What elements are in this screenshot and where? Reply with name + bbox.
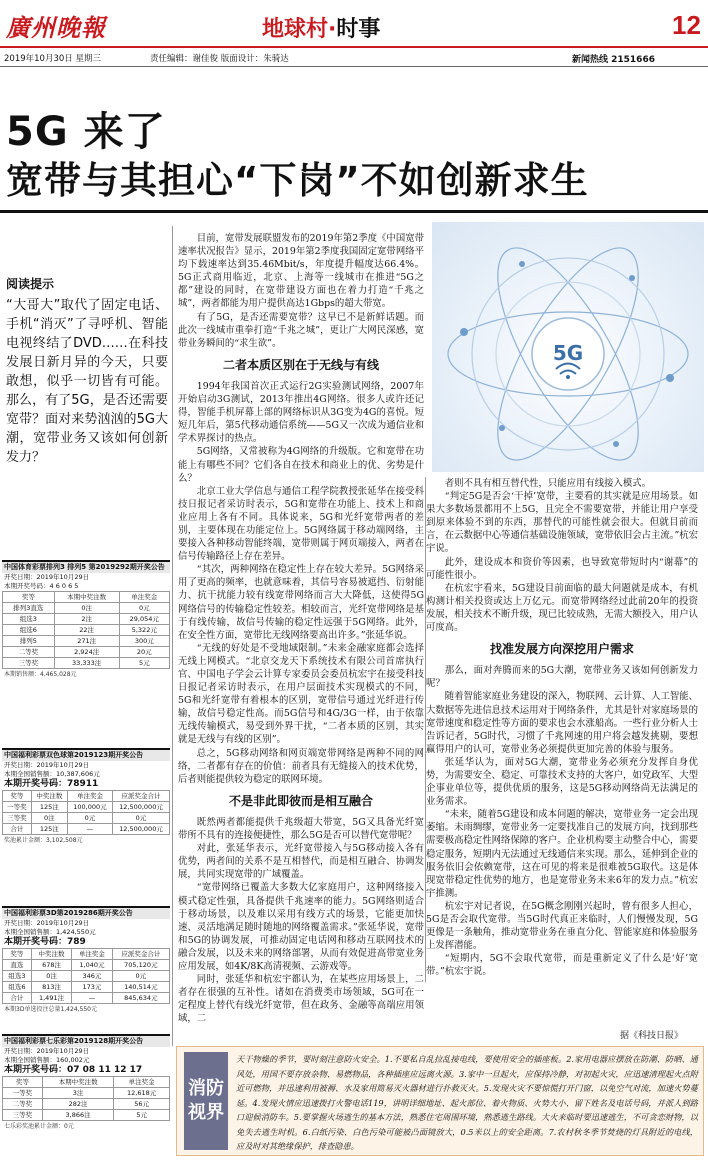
lottery-table-cell: 0注 — [31, 813, 67, 824]
lottery-winning-numbers: 本期开奖号码：789 — [4, 937, 86, 947]
lottery-table-header: 中奖注数 — [31, 791, 67, 802]
paragraph: 者则不具有相互替代性，只能应用有线接入模式。 — [444, 478, 652, 489]
lottery-table-cell: 0元 — [112, 971, 169, 982]
lottery-table-cell: 282注 — [42, 1099, 114, 1110]
paragraph: “其次，两种网络在稳定性上存在较大差异。5G网络采用了更高的频率，也就意味着，其信号容易被遮挡、衍射能力、抗干扰能力较有线宽带网络而言大大降低，这使得5G网络信号的传输稳定性较差。相较而言，光纤宽带网络是基于有线传输，故信号传输的稳定性远强于5G网络。此外，在安全性方面，宽带比无线网络要高出许多。”张延华说。 — [178, 564, 424, 641]
paragraph: 对此，张延华表示，光纤宽带接入与5G移动接入各有优势，两者间的关系不是互相替代，而是相互融合、协调发展，共同实现宽带的广域覆盖。 — [178, 843, 424, 881]
lottery-footnote: 奖池累计金额：3,102,508元 — [4, 837, 83, 844]
lottery-box-2 — [2, 748, 170, 898]
lottery-box-4 — [2, 1034, 170, 1158]
paragraph: 5G网络，又常被称为4G网络的升级版。它和宽带在功能上有哪些不同？它们各自在技术和商业上的优、劣势是什么？ — [178, 446, 424, 484]
paragraph: 1994年我国首次正式运行2G实验测试网络，2007年开始启动3G测试，2013年推出4G网络。很多人或许还记得，智能手机屏幕上部的网络标识从3G变为4G的喜悦。短短几年后，第5代移动通信系统——5G又一次成为通信业和学术界探讨的热点。 — [178, 380, 424, 445]
lottery-table-cell: 0元 — [119, 603, 169, 614]
lottery-table-cell: 125注 — [31, 824, 67, 835]
lottery-table-cell: 56元 — [114, 1099, 170, 1110]
lottery-table-cell: 33,333注 — [54, 658, 119, 669]
article-source: 据《科技日报》 — [620, 1031, 684, 1041]
lottery-table-row — [3, 1088, 170, 1099]
lottery-table-cell: 三等奖 — [3, 658, 55, 669]
lottery-table-cell: 三等奖 — [3, 1110, 43, 1121]
lottery-table-cell: 173元 — [72, 982, 112, 993]
lottery-table-cell: — — [72, 993, 112, 1004]
section-title — [262, 12, 380, 46]
lottery-table-cell: 5,322元 — [119, 625, 169, 636]
lottery-table-row — [3, 603, 170, 614]
lottery-table-cell: 845,634元 — [112, 993, 169, 1004]
lottery-table-cell: 二等奖 — [3, 647, 55, 658]
lottery-title: 中国福利彩票双色球第2019123期开奖公告 — [2, 750, 170, 761]
paragraph: “未来，随着5G建设和成本问题的解决，宽带业务一定会出现萎缩。未雨绸缪，宽带业务一定要找准自己的发展方向，找到那些需要极高稳定性网络保障的客户。企业机构要主动整合中心，需要稳定服务，短期内无法通过无线通信来实现。那么，延伸到企业的服务依旧会依赖宽带，这在可见的将来是很难被5G取代。这是体现宽带稳定性优势的地方，也是宽带业务未来6年的发力点。”杭宏宇推测。 — [426, 809, 698, 899]
lottery-table-cell: — — [67, 824, 112, 835]
lottery-table — [2, 948, 170, 1004]
lottery-info-line: 开奖日期：2019年10月29日 — [4, 761, 90, 769]
lottery-table-cell: 组选6 — [3, 982, 32, 993]
lottery-table-row — [3, 813, 170, 824]
paragraph: “判定5G是否会‘干掉’宽带，主要看的其实就是应用场景。如果大多数场景都用不上5G，且完全不需要宽带，并能让用户享受到原来体验不到的东西，那替代的可能性就会很大。但就目前而言，在云数据中心等通信基础设施领域，宽带依旧会占主流。”杭宏宇说。 — [426, 491, 698, 555]
fire-label-a: 消防 — [188, 1078, 224, 1099]
lottery-table-cell: 3,866注 — [42, 1110, 114, 1121]
lottery-table-cell: 排列3直选 — [3, 603, 55, 614]
lottery-table-row — [3, 982, 170, 993]
lottery-table-cell: 直选 — [3, 960, 32, 971]
news-hotline: 新闻热线 2151666 — [572, 55, 655, 65]
lottery-winning-numbers: 本期开奖号码：78911 — [4, 779, 99, 789]
lottery-table-cell: 271注 — [54, 636, 119, 647]
lottery-title: 中国福利彩票七乐彩第2019128期开奖公告 — [2, 1036, 170, 1047]
paragraph: 随着智能家庭业务建设的深入，物联网、云计算、人工智能、大数据等先进信息技术运用对于网络条件，尤其是针对家庭场景的宽带速度和稳定性等方面的要求也会水涨船高。一些行业分析人士告诉记者，5G时代，习惯了千兆网速的用户将会越发挑剔，要想赢得用户的认可，宽带业务必须提供更加完善的体验与服务。 — [426, 691, 698, 755]
lottery-info-line: 开奖日期：2019年10月29日 — [4, 1047, 90, 1055]
paragraph: 杭宏宇对记者说，在5G概念刚刚兴起时，曾有很多人担心，5G是否会取代宽带。当5G时代真正来临时，人们慢慢发现，5G更像是一条触角，推动宽带业务在垂直分化、智能家庭和体验服务上发挥潜能。 — [426, 900, 698, 952]
lottery-table-cell: 12,618元 — [114, 1088, 170, 1099]
lottery-table-cell: 5元 — [114, 1110, 170, 1121]
subheading: 二者本质区别在于无线与有线 — [222, 357, 379, 372]
lottery-table-header: 应派奖金合计 — [112, 949, 169, 960]
5g-illustration — [432, 222, 704, 472]
lottery-table-cell: 合计 — [3, 993, 32, 1004]
lottery-table-header: 奖等 — [3, 949, 32, 960]
lottery-table-cell: 100,000元 — [67, 802, 112, 813]
lottery-table-cell: 0元 — [67, 813, 112, 824]
lottery-table-cell: 705,120元 — [112, 960, 169, 971]
lottery-table-cell: 140,514元 — [112, 982, 169, 993]
lottery-footnote: 本期3D单选投注总量1,424,550元 — [4, 1006, 97, 1013]
lottery-footnote: 本期销售额：4,465,028元 — [4, 671, 77, 678]
fire-safety-label — [184, 1052, 228, 1150]
lottery-table-cell: 29,054元 — [119, 614, 169, 625]
lottery-table-row — [3, 647, 170, 658]
paragraph: 总之，5G移动网络和网页端宽带网络是两种不同的网络，二者都有存在的价值：前者具有无缝接入的技术优势，后者则能提供较为稳定的联网环境。 — [178, 747, 424, 785]
masthead-logo: 廣州晚報 — [6, 13, 106, 42]
subheading: 找准发展方向深挖用户需求 — [489, 642, 634, 657]
lottery-table-row — [3, 614, 170, 625]
lottery-table-cell: 346元 — [72, 971, 112, 982]
paragraph: “短期内，5G不会取代宽带，而是重新定义了什么是‘好’宽带。”杭宏宇说。 — [426, 953, 698, 978]
lottery-table-cell: 813注 — [31, 982, 71, 993]
paragraph: “无线的好处是不受地域限制。”未来金融家庭都会选择无线上网模式。“北京交龙天下系统技术有限公司首席执行官、中国电子学会云计算专家委员会委员杭宏宇在接受科技日报记者采访时表示，在用户层面技术实现模式的不同，5G和光纤宽带有着根本的区别，宽带信号通过光纤进行传输，故信号稳定性高。而5G信号和4G/3G一样，由于依靠无线传输模式，易受到外界干扰，“二者本质的区别，其实就是无线与有线的区别”。 — [178, 642, 424, 746]
lottery-table-header: 奖等 — [3, 791, 32, 802]
paragraph: 目前，宽带发展联盟发布的2019年第2季度《中国宽带速率状况报告》显示，2019年第2季度我国固定宽带网络平均下载速率达到35.46Mbit/s，年度提升幅度达66.4%。5G正式商用临近，北京、上海等一线城市在推进“5G之都”建设的同时，在宽带建设方面也在着力打造“千兆之城”，两者都能为用户提供高达1Gbps的超大带宽。 — [178, 233, 424, 310]
lottery-footnote: 七乐彩奖池累计金额：0元 — [4, 1123, 74, 1130]
lottery-info-line: 本期开奖号码：4 6 0 6 5 — [4, 582, 79, 590]
lottery-table-row — [3, 824, 170, 835]
dateline: 2019年10月30日 星期三 — [4, 54, 101, 64]
lottery-table-header: 本期中奖注数 — [54, 592, 119, 603]
lottery-table-row — [3, 802, 170, 813]
lottery-table-cell: 300元 — [119, 636, 169, 647]
paragraph: 张延华认为，面对5G大潮，宽带业务必须充分发挥自身优势，为需要安全、稳定、可靠技术支持的大客户，如党政军、大型企事业单位等，提供优质的服务，这是5G移动网络尚无法满足的业务需求。 — [426, 756, 698, 808]
headline-rule — [0, 210, 708, 213]
lottery-table-row — [3, 636, 170, 647]
lottery-table-cell: 20元 — [119, 647, 169, 658]
editors-credit: 责任编辑：谢佳俊 版面设计：朱骑达 — [150, 54, 289, 64]
lottery-table-cell: 0注 — [54, 603, 119, 614]
section-title-a: 地球村· — [262, 17, 337, 42]
lottery-table-cell: 0注 — [31, 971, 71, 982]
lottery-box-3 — [2, 906, 170, 1026]
lottery-table-cell: 二等奖 — [3, 1099, 43, 1110]
lottery-table-header: 单注奖金 — [114, 1077, 170, 1088]
fire-label-b: 视界 — [188, 1102, 224, 1123]
lottery-winning-numbers: 本期开奖号码：07 08 11 12 17 — [4, 1065, 143, 1075]
lottery-table-header: 单注奖金 — [72, 949, 112, 960]
headline-line2: 宽带与其担心“下岗”不如创新求生 — [6, 159, 589, 202]
lottery-info-line: 本期全国销售额：10,387,606元 — [4, 770, 100, 778]
lottery-table-cell: 12,500,000元 — [112, 824, 169, 835]
lottery-table-cell: 12,500,000元 — [112, 802, 169, 813]
lottery-table-cell: 组选3 — [3, 614, 55, 625]
lottery-title: 中国体育彩票排列3 排列5 第2019292期开奖公告 — [2, 562, 170, 573]
lottery-box-1 — [2, 560, 170, 740]
lottery-table-cell: 组选6 — [3, 625, 55, 636]
page-number: 12 — [672, 10, 701, 40]
lottery-table-header: 本期中奖注数 — [42, 1077, 114, 1088]
paragraph: “宽带网络已覆盖大多数大亿家庭用户，这种网络接入模式稳定性强，具备提供千兆速率的能力。5G网络则适合于移动场景，以及难以采用有线方式的场景，它能更加快速、灵活地满足随时随地的网络覆盖需求。”张延华说，宽带和5G的协调发展，可推动固定电话网和移动互联网技术的融合发展，以及未来的网络部署，从而有效促进高带宽业务应用发展，如4K/8K高清视频、云游戏等。 — [178, 882, 424, 972]
lottery-table-cell: 3注 — [42, 1088, 114, 1099]
lottery-title: 中国福利彩票3D第2019286期开奖公告 — [2, 908, 170, 919]
fire-safety-text: 天干物燥的季节，要时刻注意防火安全。1.不要私自乱拉乱接电线，要使用安全的插座板。2.家用电器应摆放在防潮、防晒、通风处，用国不要存放杂物、易燃物品，各种插座应远离火源。3.家中一旦起火，应保持冷静，对初起火灾，应迅速清理起火点附近可燃物，并迅速利用被褥、水及家用简易灭火器材进行扑救灭火。5.发现火灾不要惊慌打开门窗，以免空气对流，加速火势蔓延。4.发现火情应迅速拨打火警电话119，讲明详细地址、起火部位、着火物质、火势大小、留下姓名及电话号码，并派人到路口迎候消防车。5.要掌握火场逃生的基本方法，熟悉住宅周围环境，熟悉逃生路线。大火来临时要迅速逃生，不可贪恋财物，以免失去逃生时机。6.白纸污染、白色污染可能被凸面镜放大，0.5米以上的安全距离。7.农村秋冬季节焚烧的灯具附近的电线，应及时对其绝缘保护，排查隐患。 — [236, 1054, 698, 1151]
paragraph: 那么，面对奔腾而来的5G大潮，宽带业务又该如何创新发力呢？ — [426, 665, 698, 690]
lottery-info-line: 开奖日期：2019年10月29日 — [4, 919, 90, 927]
lottery-table-cell: 2,924注 — [54, 647, 119, 658]
intro-title: 阅读提示 — [6, 277, 55, 291]
article-column-left — [178, 232, 424, 1025]
intro-body: “大哥大”取代了固定电话、手机“消灭”了寻呼机、智能电视终结了DVD……在科技发展日新月异的今天，只要敢想，似乎一切皆有可能。那么，有了5G，是否还需要宽带？面对来势汹汹的5G大潮，宽带业务又该如何创新发力？ — [6, 298, 168, 465]
paragraph: 有了5G，是否还需要宽带？这早已不是新鲜话题。而此次一线城市重拳打造“千兆之城”，更让广大网民深感，宽带业务瞬间的“求生欲”。 — [178, 311, 424, 349]
lottery-table-header: 应派奖金合计 — [112, 791, 169, 802]
5g-globe-icon — [432, 222, 704, 472]
lottery-table-cell: 排列5 — [3, 636, 55, 647]
lottery-table-cell: 22注 — [54, 625, 119, 636]
subheading: 不是非此即彼而是相互融合 — [228, 793, 373, 808]
headline-line1: 5G 来了 — [6, 109, 166, 155]
lottery-table-row — [3, 993, 170, 1004]
paragraph: 同时，张延华和杭宏宇都认为，在某些应用场景上，二者存在很强的互补性。诸如在消费类市场领域，5G可在一定程度上替代有线光纤宽带，但在政务、金融等高端应用领域，二 — [178, 974, 424, 1025]
lottery-table-row — [3, 1110, 170, 1121]
paragraph: 在杭宏宇看来，5G建设目前面临的最大问题就是成本，有机构测计相关投资或达上万亿元。而宽带网络经过此前20年的投资发展，相关技术不断升级，现已比较成熟，无需大额投入，用户认可度高。 — [426, 582, 698, 634]
lottery-table-cell: 三等奖 — [3, 813, 32, 824]
paragraph: 北京工业大学信息与通信工程学院教授张延华在接受科技日报记者采访时表示，5G和宽带在功能上、技术上和商业应用上各有不同。具体说来，5G和光纤宽带两者的差别，主要体现在功能定位上。5G网络属于移动端网络，主要接入各种移动智能终端，宽带则属于网页端接入，两者在信号传输路径上存在差异。 — [178, 485, 424, 563]
lottery-table-header: 奖等 — [3, 592, 55, 603]
lottery-table-cell: 678注 — [31, 960, 71, 971]
lottery-table-header: 中奖注数 — [31, 949, 71, 960]
lottery-table-header: 奖等 — [3, 1077, 43, 1088]
paragraph: 既然两者都能提供千兆级超大带宽，5G又具备光纤宽带所不具有的连接便捷性，那么5G是否可以替代宽带呢？ — [178, 816, 424, 842]
section-title-b: 时事 — [336, 17, 381, 42]
lottery-table-cell: 合计 — [3, 824, 32, 835]
lottery-table-row — [3, 1099, 170, 1110]
article-column-right — [426, 477, 698, 982]
lottery-table-cell: 组选3 — [3, 971, 32, 982]
lottery-table-cell: 1,040元 — [72, 960, 112, 971]
lottery-table-cell: 2注 — [54, 614, 119, 625]
lottery-table-row — [3, 625, 170, 636]
header-rule — [0, 46, 708, 48]
lottery-table-cell: 1,491注 — [31, 993, 71, 1004]
lottery-table-cell: 一等奖 — [3, 1088, 43, 1099]
lottery-table-row — [3, 960, 170, 971]
lottery-info-line: 本期全国销售额：1,424,550元 — [4, 928, 96, 936]
lottery-info-line: 开奖日期：2019年10月29日 — [4, 573, 90, 581]
lottery-table-cell: 0元 — [112, 813, 169, 824]
lottery-table-row — [3, 658, 170, 669]
lottery-info-line: 本期全国销售额：160,002元 — [4, 1056, 90, 1064]
lottery-table — [2, 1076, 170, 1121]
lottery-table — [2, 591, 170, 669]
lottery-table-header: 单注奖金 — [119, 592, 169, 603]
lottery-table-cell: 一等奖 — [3, 802, 32, 813]
5g-badge-text: 5G — [552, 341, 584, 365]
lottery-table-row — [3, 971, 170, 982]
lottery-table-cell: 125注 — [31, 802, 67, 813]
column-divider — [172, 226, 173, 1046]
lottery-table — [2, 790, 170, 835]
paragraph: 此外，建设成本和资价等因素，也导致宽带短时内“谢幕”的可能性很小。 — [426, 556, 698, 581]
lottery-table-header: 单注奖金 — [67, 791, 112, 802]
lottery-table-cell: 5元 — [119, 658, 169, 669]
header-divider — [0, 66, 708, 67]
